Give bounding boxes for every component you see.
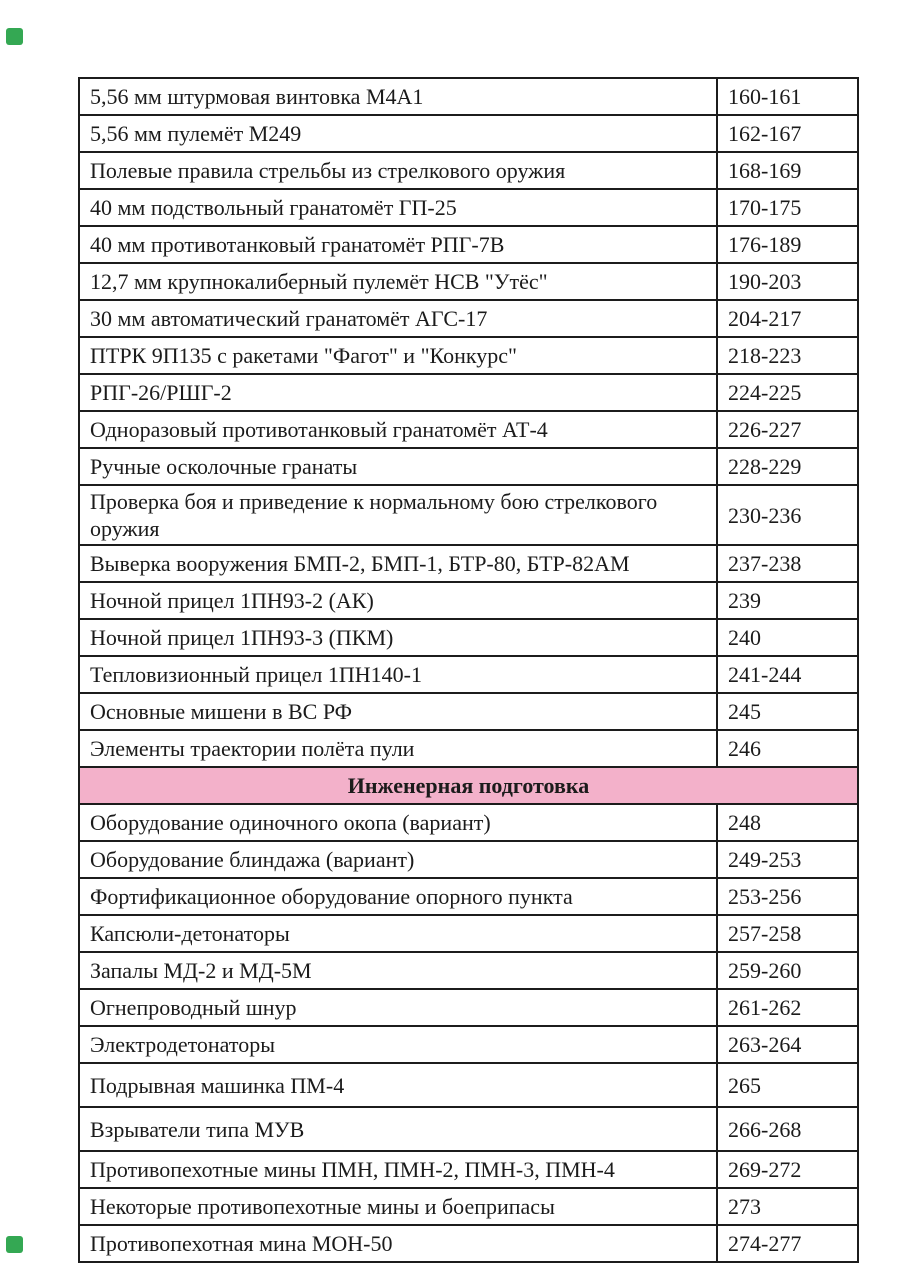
toc-pages-cell: 168-169: [717, 152, 858, 189]
toc-title-cell: Противопехотные мины ПМН, ПМН-2, ПМН-3, ПМН-4: [79, 1151, 717, 1188]
toc-title-cell: Запалы МД-2 и МД-5М: [79, 952, 717, 989]
toc-row: [79, 582, 858, 619]
toc-pages-cell: 253-256: [717, 878, 858, 915]
toc-row: [79, 619, 858, 656]
toc-row: [79, 1026, 858, 1063]
toc-title-cell: 30 мм автоматический гранатомёт АГС-17: [79, 300, 717, 337]
toc-pages-cell: 204-217: [717, 300, 858, 337]
toc-pages-cell: 228-229: [717, 448, 858, 485]
green-square-marker-bottom-left: [6, 1236, 23, 1253]
toc-title-cell: Оборудование одиночного окопа (вариант): [79, 804, 717, 841]
toc-row: [79, 915, 858, 952]
toc-row: [79, 841, 858, 878]
toc-pages-cell: 274-277: [717, 1225, 858, 1262]
toc-pages-cell: 239: [717, 582, 858, 619]
toc-row: [79, 730, 858, 767]
toc-title-cell: 40 мм подствольный гранатомёт ГП-25: [79, 189, 717, 226]
toc-title-cell: Выверка вооружения БМП-2, БМП-1, БТР-80, БТР-82АМ: [79, 545, 717, 582]
toc-title-cell: Оборудование блиндажа (вариант): [79, 841, 717, 878]
toc-row: [79, 1107, 858, 1151]
toc-row: [79, 1225, 858, 1262]
toc-row: [79, 411, 858, 448]
toc-title-cell: Элементы траектории полёта пули: [79, 730, 717, 767]
toc-pages-cell: 224-225: [717, 374, 858, 411]
toc-row: [79, 226, 858, 263]
toc-title-cell: Ночной прицел 1ПН93-3 (ПКМ): [79, 619, 717, 656]
toc-pages-cell: 263-264: [717, 1026, 858, 1063]
toc-title-cell: Тепловизионный прицел 1ПН140-1: [79, 656, 717, 693]
toc-title-cell: Одноразовый противотанковый гранатомёт АТ-4: [79, 411, 717, 448]
toc-row: [79, 878, 858, 915]
section-header-label: Инженерная подготовка: [79, 767, 858, 804]
toc-pages-cell: 259-260: [717, 952, 858, 989]
toc-title-cell: Капсюли-детонаторы: [79, 915, 717, 952]
toc-row: [79, 337, 858, 374]
toc-pages-cell: 230-236: [717, 485, 858, 545]
toc-body: [79, 78, 858, 1262]
toc-pages-cell: 241-244: [717, 656, 858, 693]
toc-pages-cell: 237-238: [717, 545, 858, 582]
table-of-contents: [78, 77, 859, 1263]
toc-title-cell: Огнепроводный шнур: [79, 989, 717, 1026]
toc-pages-cell: 226-227: [717, 411, 858, 448]
toc-title-cell: РПГ-26/РШГ-2: [79, 374, 717, 411]
toc-pages-cell: 248: [717, 804, 858, 841]
toc-title-cell: Подрывная машинка ПМ-4: [79, 1063, 717, 1107]
toc-row: [79, 152, 858, 189]
toc-row: [79, 448, 858, 485]
toc-row: [79, 804, 858, 841]
toc-pages-cell: 218-223: [717, 337, 858, 374]
toc-title-cell: 5,56 мм пулемёт M249: [79, 115, 717, 152]
toc-row: [79, 693, 858, 730]
toc-pages-cell: 261-262: [717, 989, 858, 1026]
toc-row: [79, 189, 858, 226]
toc-title-cell: Электродетонаторы: [79, 1026, 717, 1063]
toc-title-cell: Полевые правила стрельбы из стрелкового оружия: [79, 152, 717, 189]
toc-title-cell: Ручные осколочные гранаты: [79, 448, 717, 485]
toc-pages-cell: 170-175: [717, 189, 858, 226]
toc-row: [79, 1063, 858, 1107]
toc-pages-cell: 273: [717, 1188, 858, 1225]
toc-title-cell: Взрыватели типа МУВ: [79, 1107, 717, 1151]
toc-pages-cell: 257-258: [717, 915, 858, 952]
toc-pages-cell: 176-189: [717, 226, 858, 263]
toc-row: [79, 1151, 858, 1188]
toc-title-cell: 5,56 мм штурмовая винтовка M4A1: [79, 78, 717, 115]
toc-title-cell: Фортификационное оборудование опорного пункта: [79, 878, 717, 915]
toc-row: [79, 1188, 858, 1225]
toc-pages-cell: 265: [717, 1063, 858, 1107]
toc-row: [79, 115, 858, 152]
toc-pages-cell: 269-272: [717, 1151, 858, 1188]
toc-title-cell: Некоторые противопехотные мины и боеприпасы: [79, 1188, 717, 1225]
toc-pages-cell: 249-253: [717, 841, 858, 878]
toc-row: [79, 263, 858, 300]
toc-pages-cell: 246: [717, 730, 858, 767]
toc-row: [79, 78, 858, 115]
toc-pages-cell: 245: [717, 693, 858, 730]
toc-title-cell: Основные мишени в ВС РФ: [79, 693, 717, 730]
toc-title-cell: Ночной прицел 1ПН93-2 (АК): [79, 582, 717, 619]
toc-pages-cell: 266-268: [717, 1107, 858, 1151]
toc-title-cell: Проверка боя и приведение к нормальному бою стрелкового оружия: [79, 485, 717, 545]
toc-row: [79, 989, 858, 1026]
toc-row: [79, 656, 858, 693]
toc-title-cell: ПТРК 9П135 с ракетами "Фагот" и "Конкурс": [79, 337, 717, 374]
toc-title-cell: Противопехотная мина МОН-50: [79, 1225, 717, 1262]
toc-row: [79, 545, 858, 582]
toc-pages-cell: 160-161: [717, 78, 858, 115]
toc-row: [79, 952, 858, 989]
toc-pages-cell: 190-203: [717, 263, 858, 300]
green-square-marker-top-left: [6, 28, 23, 45]
toc-pages-cell: 162-167: [717, 115, 858, 152]
toc-title-cell: 40 мм противотанковый гранатомёт РПГ-7В: [79, 226, 717, 263]
toc-row: [79, 300, 858, 337]
toc-pages-cell: 240: [717, 619, 858, 656]
toc-title-cell: 12,7 мм крупнокалиберный пулемёт НСВ "Утёс": [79, 263, 717, 300]
toc-row: [79, 374, 858, 411]
toc-row: [79, 485, 858, 545]
section-header-row: [79, 767, 858, 804]
